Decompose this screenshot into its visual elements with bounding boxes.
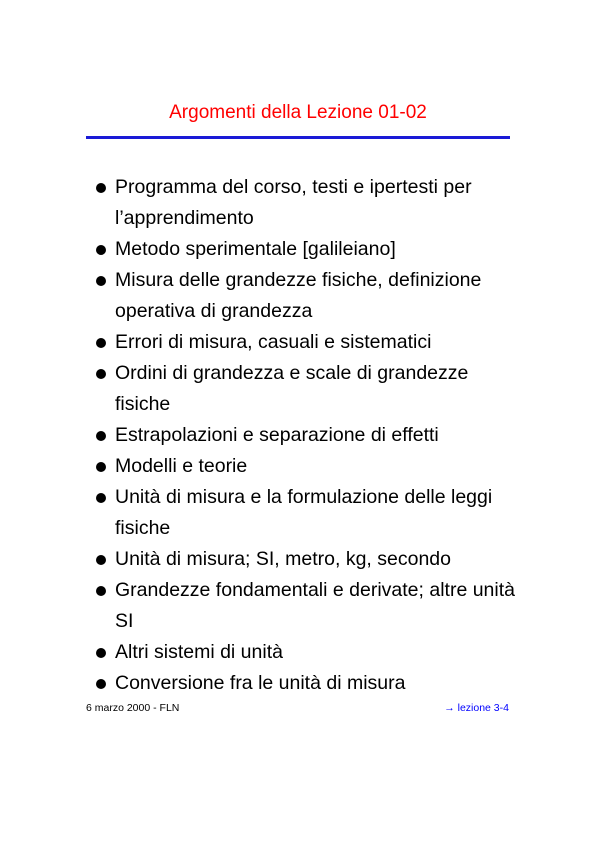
bullet-icon	[96, 431, 106, 441]
bullet-icon	[96, 462, 106, 472]
list-item-text: Programma del corso, testi e ipertesti per l’apprendimento	[115, 176, 472, 229]
list-item-text: Unità di misura e la formulazione delle leggi fisiche	[115, 486, 493, 539]
bullet-icon	[96, 586, 106, 596]
list-item-text: Errori di misura, casuali e sistematici	[115, 331, 432, 353]
slide-title: Argomenti della Lezione 01-02	[169, 102, 427, 123]
list-item	[94, 327, 524, 358]
topic-list	[94, 172, 524, 699]
title-divider	[86, 136, 510, 139]
list-item-text: Altri sistemi di unità	[115, 641, 283, 663]
list-item-text: Metodo sperimentale [galileiano]	[115, 238, 396, 260]
list-item	[94, 451, 524, 482]
bullet-icon	[96, 245, 106, 255]
list-item	[94, 234, 524, 265]
bullet-icon	[96, 555, 106, 565]
bullet-icon	[96, 338, 106, 348]
list-item-text: Conversione fra le unità di misura	[115, 672, 406, 694]
list-item	[94, 575, 524, 637]
list-item-text: Unità di misura; SI, metro, kg, secondo	[115, 548, 451, 570]
list-item	[94, 482, 524, 544]
list-item	[94, 668, 524, 699]
footer-date-author: 6 marzo 2000 - FLN	[86, 702, 180, 714]
next-lesson-link[interactable]: → lezione 3-4	[444, 702, 509, 714]
list-item	[94, 637, 524, 668]
bullet-icon	[96, 679, 106, 689]
list-item-text: Estrapolazioni e separazione di effetti	[115, 424, 439, 446]
list-item	[94, 172, 524, 234]
list-item-text: Ordini di grandezza e scale di grandezze fisiche	[115, 362, 469, 415]
list-item	[94, 265, 524, 327]
bullet-icon	[96, 276, 106, 286]
bullet-icon	[96, 648, 106, 658]
list-item	[94, 420, 524, 451]
list-item-text: Grandezze fondamentali e derivate; altre unità SI	[115, 579, 515, 632]
list-item-text: Misura delle grandezze fisiche, definizione operativa di grandezza	[115, 269, 482, 322]
bullet-icon	[96, 493, 106, 503]
bullet-icon	[96, 369, 106, 379]
bullet-icon	[96, 183, 106, 193]
list-item-text: Modelli e teorie	[115, 455, 248, 477]
list-item	[94, 544, 524, 575]
list-item	[94, 358, 524, 420]
